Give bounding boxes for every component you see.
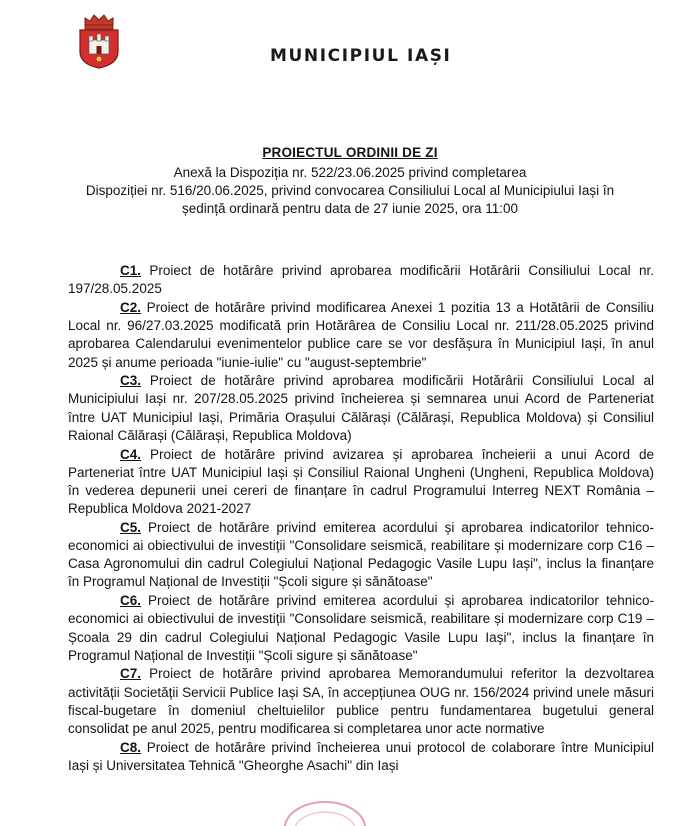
agenda-item-text: Proiect de hotărâre privind aprobarea modificării Hotărârii Consiliului Local nr. 197/28.05.2025 xyxy=(68,263,654,297)
agenda-item-text: Proiect de hotărâre privind emiterea acordului și aprobarea indicatorilor tehnico-economici ai obiectivului de investiții "Consolidare seismică, reabilitare și modernizare corp C16 – Casa Agronomului din cadrul Colegiului Național Pedagogic Vasile Lupu Iași", inclus la finanțare în Programul Național de Investiții "Școli sigure și sănătoase" xyxy=(68,519,654,590)
agenda-item-text: Proiect de hotărâre privind emiterea acordului și aprobarea indicatorilor tehnico-economici ai obiectivului de investiții "Consolidare seismică, reabilitare și modernizare corp C19 – Școala 29 din cadrul Colegiului Național Pedagogic Vasile Lupu Iași", inclus la finanțare în Programul Național de Investiții "Școli sigure și sănătoase" xyxy=(68,593,654,663)
document-header xyxy=(0,0,700,90)
agenda-item xyxy=(68,446,654,519)
agenda-item xyxy=(68,665,654,738)
agenda-list xyxy=(68,262,654,776)
agenda-item-code: C6. xyxy=(120,593,142,609)
agenda-item-code: C5. xyxy=(120,519,142,535)
agenda-item xyxy=(68,739,654,775)
page-title: PROIECTUL ORDINII DE ZI xyxy=(262,145,438,160)
agenda-item-code: C7. xyxy=(120,666,142,682)
agenda-item-code: C3. xyxy=(120,373,142,389)
subtitle-line: Anexă la Dispoziția nr. 522/23.06.2025 privind completarea xyxy=(173,165,527,180)
agenda-item-code: C1. xyxy=(120,263,142,278)
subtitle-line: ședință ordinară pentru data de 27 iunie 2025, ora 11:00 xyxy=(181,201,518,216)
document-title-block xyxy=(0,145,700,218)
municipality-name: MUNICIPIUL IAȘI xyxy=(270,46,452,66)
coat-of-arms-icon xyxy=(76,12,122,70)
agenda-item-code: C8. xyxy=(120,739,142,755)
agenda-item-text: Proiect de hotărâre privind aprobarea Memorandumului referitor la dezvoltarea activității Societății Servicii Publice Iași SA, în accepțiunea OUG nr. 156/2024 privind unele măsuri fiscal-bugetare în domeniul cheltuielilor publice pentru fundamentarea bugetului general consolidat pe anul 2025, pentru modificarea si completarea unor acte normative xyxy=(68,666,654,737)
agenda-item xyxy=(68,372,654,445)
agenda-item-text: Proiect de hotărâre privind modificarea Anexei 1 pozitia 13 a Hotătârii de Consiliu Local nr. 96/27.03.2025 modificată prin Hotărârea de Consiliu Local nr. 211/28.05.2025 privind aprobarea Calendarului evenimentelor publice care se vor desfășura în Municipiul Iași, în anul 2025 și anume perioada "iunie-iulie" cu "august-septembrie" xyxy=(68,299,654,370)
agenda-item xyxy=(68,299,654,372)
agenda-item xyxy=(68,592,654,665)
agenda-item-code: C4. xyxy=(120,446,142,462)
agenda-item-text: Proiect de hotărâre privind avizarea și aprobarea încheierii a unui Acord de Parteneriat între UAT Municipiul Iași și Consiliul Raional Ungheni (Ungheni, Republica Moldova) în vederea depunerii unei cereri de finanțare în cadrul Programului Interreg NEXT România – Republica Moldova 2021-2027 xyxy=(68,446,654,517)
stamp-icon xyxy=(280,796,370,826)
agenda-item xyxy=(68,519,654,592)
agenda-item-text: Proiect de hotărâre privind încheierea unui protocol de colaborare între Municipiul Iași și Universitatea Tehnică "Gheorghe Asachi" din Iași xyxy=(68,739,654,773)
agenda-item xyxy=(68,262,654,298)
subtitle-line: Dispoziției nr. 516/20.06.2025, privind convocarea Consiliului Local al Municipiului Iași în xyxy=(85,183,615,198)
agenda-item-text: Proiect de hotărâre privind aprobarea modificării Hotărârii Consiliului Local al Municipiului Iași nr. 207/28.05.2025 privind încheierea și semnarea unui Acord de Parteneriat între UAT Municipiul Iași, Primăria Orașului Călărași (Călărași, Republica Moldova) și Consiliul Raional Călărași (Călărași, Republica Moldova) xyxy=(68,373,654,443)
agenda-item-code: C2. xyxy=(120,299,142,315)
